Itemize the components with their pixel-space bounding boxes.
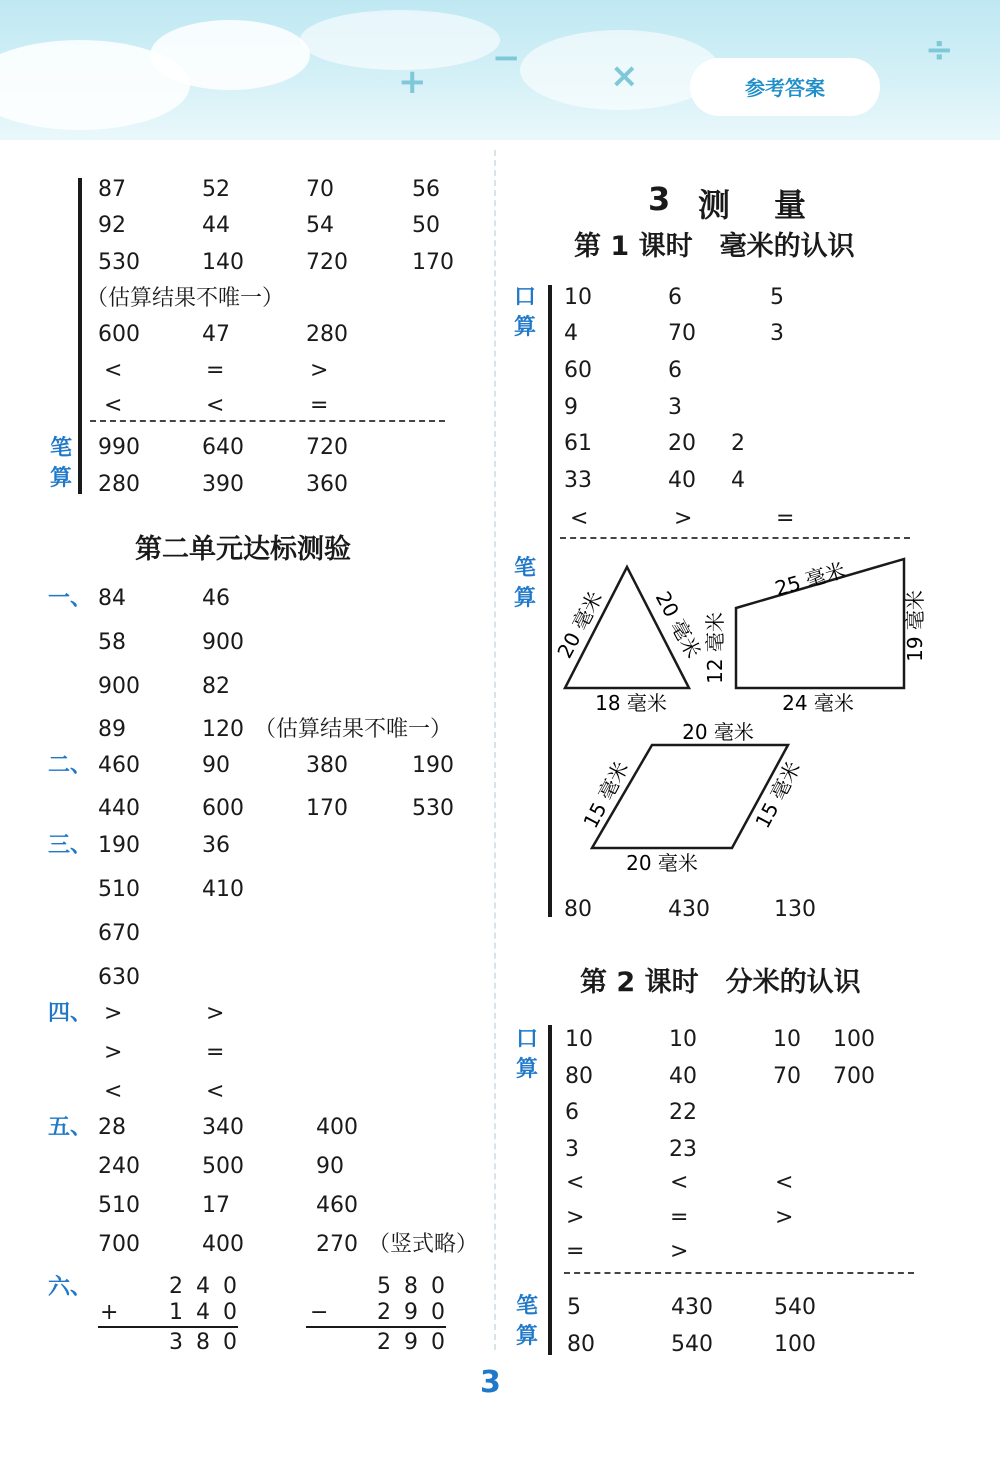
answer-value: 460 bbox=[316, 1193, 358, 1218]
comparison-sign: > bbox=[775, 1205, 794, 1230]
comparison-sign: < bbox=[104, 358, 123, 383]
answer-value: 700 bbox=[98, 1232, 140, 1257]
answer-value: 20 bbox=[668, 431, 696, 456]
dashed-separator bbox=[90, 420, 445, 422]
times-icon: × bbox=[610, 56, 639, 96]
trapezoid-bottom-label: 24 毫米 bbox=[782, 691, 854, 715]
plus-icon: + bbox=[398, 62, 427, 102]
answer-value: 700 bbox=[833, 1064, 875, 1089]
answer-value: 670 bbox=[98, 921, 140, 946]
answer-value: 540 bbox=[774, 1295, 816, 1320]
answer-value: 340 bbox=[202, 1115, 244, 1140]
answer-value: 100 bbox=[833, 1027, 875, 1052]
answer-value: 510 bbox=[98, 1193, 140, 1218]
trapezoid-left-label: 12 毫米 bbox=[703, 612, 727, 684]
vertical-calc-bottom: 2 9 0 bbox=[377, 1300, 448, 1325]
vertical-calc-top: 2 4 0 bbox=[169, 1274, 240, 1299]
comparison-sign: < bbox=[206, 1079, 225, 1104]
answer-value: 6 bbox=[668, 285, 682, 310]
answer-value: 990 bbox=[98, 435, 140, 460]
parallelogram-top-label: 20 毫米 bbox=[682, 720, 754, 744]
comparison-sign: = bbox=[670, 1205, 689, 1230]
answer-value: 600 bbox=[98, 322, 140, 347]
answer-value: 5 bbox=[770, 285, 784, 310]
parallelogram-bottom-label: 20 毫米 bbox=[626, 851, 698, 875]
answer-value: 87 bbox=[98, 177, 126, 202]
answer-value: 90 bbox=[202, 753, 230, 778]
answer-value: 360 bbox=[306, 472, 348, 497]
column-divider bbox=[494, 150, 496, 1350]
chapter-number: 3 bbox=[648, 180, 677, 218]
comparison-sign: < bbox=[670, 1170, 689, 1195]
vertical-calc-result: 2 9 0 bbox=[377, 1330, 448, 1355]
section-label-6: 六、 bbox=[48, 1275, 93, 1300]
answer-value: 900 bbox=[98, 674, 140, 699]
section-label-3: 三、 bbox=[48, 833, 93, 858]
answer-value: 530 bbox=[412, 796, 454, 821]
answer-value: 530 bbox=[98, 250, 140, 275]
lesson-2-title: 第 2 课时 分米的认识 bbox=[580, 967, 861, 998]
answer-value: 900 bbox=[202, 630, 244, 655]
answer-value: 540 bbox=[671, 1332, 713, 1357]
triangle-bottom-label: 18 毫米 bbox=[595, 691, 667, 715]
answer-value: 90 bbox=[316, 1154, 344, 1179]
answer-value: 46 bbox=[202, 586, 230, 611]
answer-value: 190 bbox=[98, 833, 140, 858]
answer-value: 270 bbox=[316, 1232, 358, 1257]
answer-bracket-bar bbox=[78, 178, 82, 494]
answer-value: 70 bbox=[668, 321, 696, 346]
answer-value: 52 bbox=[202, 177, 230, 202]
calc-rule-line bbox=[98, 1326, 238, 1328]
answer-value: 130 bbox=[774, 897, 816, 922]
answer-value: 17 bbox=[202, 1193, 230, 1218]
answer-value: 23 bbox=[669, 1137, 697, 1162]
estimate-note: （估算结果不唯一） bbox=[254, 717, 453, 742]
measurement-shapes bbox=[500, 540, 960, 890]
answer-value: 10 bbox=[773, 1027, 801, 1052]
parallelogram-right-label: 15 毫米 bbox=[750, 757, 806, 833]
comparison-sign: > bbox=[206, 1001, 225, 1026]
answer-value: 47 bbox=[202, 322, 230, 347]
parallelogram-shape bbox=[592, 745, 788, 848]
section-label-1: 一、 bbox=[48, 586, 93, 611]
answer-value: 6 bbox=[668, 358, 682, 383]
bisuan-label: 笔算 bbox=[515, 1294, 538, 1349]
comparison-sign: > bbox=[674, 506, 693, 531]
answer-value: 170 bbox=[412, 250, 454, 275]
answer-value: 720 bbox=[306, 250, 348, 275]
answer-value: 36 bbox=[202, 833, 230, 858]
section-label-5: 五、 bbox=[48, 1115, 93, 1140]
comparison-sign: > bbox=[310, 358, 329, 383]
kousuan-label: 口算 bbox=[515, 1027, 538, 1082]
parallelogram-left-label: 15 毫米 bbox=[578, 757, 634, 833]
comparison-sign: < bbox=[104, 393, 123, 418]
answer-value: 500 bbox=[202, 1154, 244, 1179]
answer-value: 440 bbox=[98, 796, 140, 821]
answer-value: 600 bbox=[202, 796, 244, 821]
answer-value: 82 bbox=[202, 674, 230, 699]
answer-value: 410 bbox=[202, 877, 244, 902]
answer-value: 390 bbox=[202, 472, 244, 497]
answer-value: 54 bbox=[306, 213, 334, 238]
minus-icon: − bbox=[492, 38, 521, 78]
answer-value: 33 bbox=[564, 468, 592, 493]
trapezoid-top-label: 25 毫米 bbox=[772, 557, 848, 601]
answer-bracket-bar bbox=[548, 1025, 552, 1355]
answer-value: 240 bbox=[98, 1154, 140, 1179]
bisuan-label: 笔算 bbox=[513, 556, 536, 611]
dashed-separator bbox=[564, 1272, 914, 1274]
triangle-right-label: 20 毫米 bbox=[650, 587, 706, 663]
comparison-sign: = bbox=[776, 506, 795, 531]
answer-value: 84 bbox=[98, 586, 126, 611]
comparison-sign: < bbox=[775, 1170, 794, 1195]
answer-value: 61 bbox=[564, 431, 592, 456]
lesson-1-title: 第 1 课时 毫米的认识 bbox=[574, 231, 855, 262]
answer-value: 140 bbox=[202, 250, 244, 275]
answer-label: 参考答案 bbox=[745, 76, 825, 100]
answer-value: 5 bbox=[567, 1295, 581, 1320]
answer-value: 2 bbox=[731, 431, 745, 456]
comparison-sign: = bbox=[206, 358, 225, 383]
plus-operator: + bbox=[100, 1300, 119, 1325]
vertical-calc-top: 5 8 0 bbox=[377, 1274, 448, 1299]
answer-value: 44 bbox=[202, 213, 230, 238]
answer-value: 400 bbox=[202, 1232, 244, 1257]
dashed-separator bbox=[560, 537, 910, 539]
answer-value: 630 bbox=[98, 965, 140, 990]
trapezoid-right-label: 19 毫米 bbox=[903, 590, 927, 662]
answer-value: 56 bbox=[412, 177, 440, 202]
answer-value: 80 bbox=[565, 1064, 593, 1089]
triangle-left-label: 20 毫米 bbox=[552, 587, 608, 663]
answer-value: 430 bbox=[668, 897, 710, 922]
answer-value: 89 bbox=[98, 717, 126, 742]
answer-value: 10 bbox=[669, 1027, 697, 1052]
answer-value: 400 bbox=[316, 1115, 358, 1140]
vertical-omitted-note: （竖式略） bbox=[368, 1232, 479, 1257]
answer-value: 3 bbox=[668, 395, 682, 420]
answer-value: 3 bbox=[565, 1137, 579, 1162]
vertical-calc-result: 3 8 0 bbox=[169, 1330, 240, 1355]
answer-value: 280 bbox=[306, 322, 348, 347]
comparison-sign: = bbox=[206, 1040, 225, 1065]
answer-value: 60 bbox=[564, 358, 592, 383]
bisuan-label: 笔算 bbox=[49, 436, 72, 491]
comparison-sign: = bbox=[566, 1239, 585, 1264]
answer-value: 80 bbox=[567, 1332, 595, 1357]
answer-value: 720 bbox=[306, 435, 348, 460]
comparison-sign: = bbox=[310, 393, 329, 418]
answer-value: 170 bbox=[306, 796, 348, 821]
answer-value: 280 bbox=[98, 472, 140, 497]
answer-value: 510 bbox=[98, 877, 140, 902]
comparison-sign: > bbox=[566, 1205, 585, 1230]
comparison-sign: < bbox=[206, 393, 225, 418]
vertical-calc-bottom: 1 4 0 bbox=[169, 1300, 240, 1325]
comparison-sign: < bbox=[104, 1079, 123, 1104]
answer-value: 40 bbox=[669, 1064, 697, 1089]
section-label-4: 四、 bbox=[48, 1001, 93, 1026]
answer-value: 70 bbox=[773, 1064, 801, 1089]
answer-value: 120 bbox=[202, 717, 244, 742]
comparison-sign: < bbox=[570, 506, 589, 531]
answer-value: 4 bbox=[731, 468, 745, 493]
answer-value: 9 bbox=[564, 395, 578, 420]
kousuan-label: 口算 bbox=[513, 285, 536, 340]
chapter-title: 测 量 bbox=[698, 186, 813, 224]
section-label-2: 二、 bbox=[48, 753, 93, 778]
answer-value: 70 bbox=[306, 177, 334, 202]
minus-operator: − bbox=[310, 1300, 329, 1325]
cloud-decoration bbox=[150, 20, 310, 90]
answer-value: 430 bbox=[671, 1295, 713, 1320]
page-number: 3 bbox=[480, 1365, 501, 1400]
answer-value: 640 bbox=[202, 435, 244, 460]
unit-test-title: 第二单元达标测验 bbox=[135, 534, 351, 565]
answer-value: 80 bbox=[564, 897, 592, 922]
calc-rule-line bbox=[306, 1326, 446, 1328]
answer-value: 190 bbox=[412, 753, 454, 778]
answer-value: 4 bbox=[564, 321, 578, 346]
answer-value: 40 bbox=[668, 468, 696, 493]
divide-icon: ÷ bbox=[925, 30, 954, 70]
comparison-sign: > bbox=[670, 1239, 689, 1264]
answer-value: 3 bbox=[770, 321, 784, 346]
answer-value: 92 bbox=[98, 213, 126, 238]
estimate-note: （估算结果不唯一） bbox=[86, 286, 285, 311]
answer-value: 28 bbox=[98, 1115, 126, 1140]
answer-value: 10 bbox=[564, 285, 592, 310]
answer-value: 10 bbox=[565, 1027, 593, 1052]
answer-value: 58 bbox=[98, 630, 126, 655]
answer-value: 6 bbox=[565, 1100, 579, 1125]
comparison-sign: < bbox=[566, 1170, 585, 1195]
comparison-sign: > bbox=[104, 1001, 123, 1026]
comparison-sign: > bbox=[104, 1040, 123, 1065]
answer-value: 50 bbox=[412, 213, 440, 238]
answer-value: 380 bbox=[306, 753, 348, 778]
answer-value: 460 bbox=[98, 753, 140, 778]
answer-value: 100 bbox=[774, 1332, 816, 1357]
cloud-decoration bbox=[300, 10, 500, 70]
answer-value: 22 bbox=[669, 1100, 697, 1125]
